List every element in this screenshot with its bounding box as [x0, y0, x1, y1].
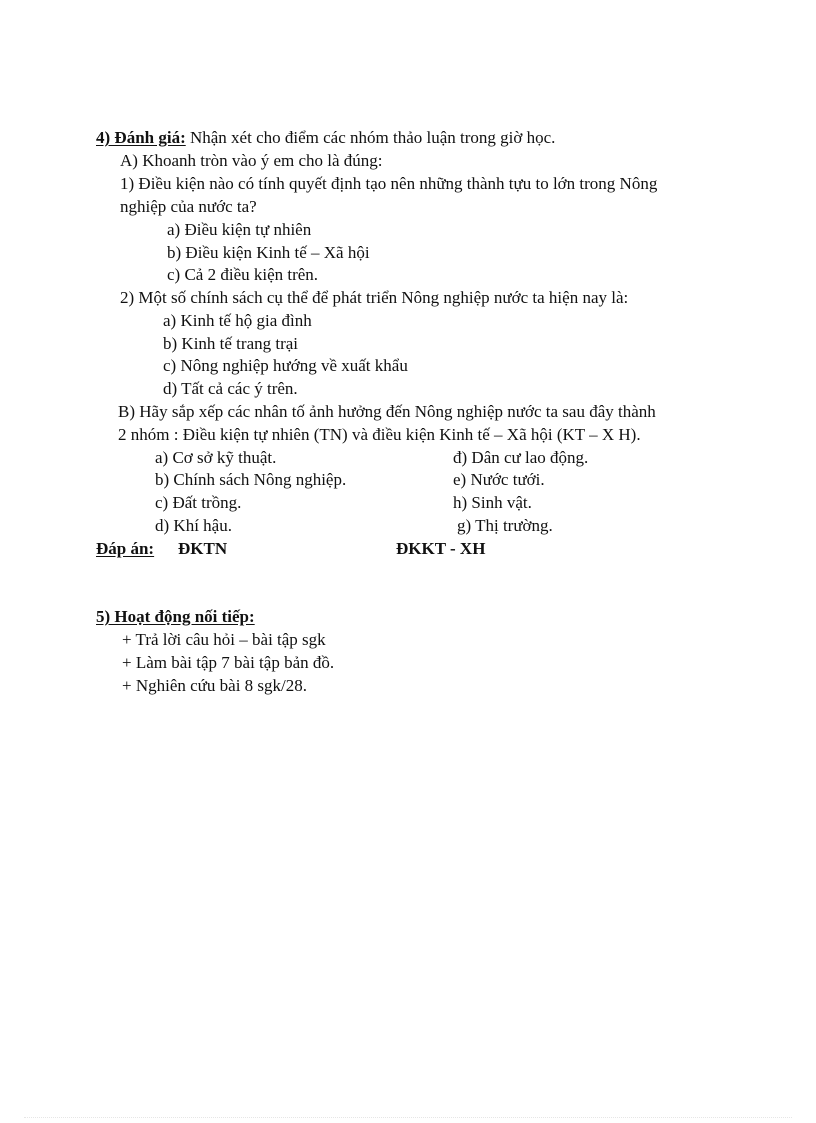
- question2-option-b: b) Kinh tế trang trại: [163, 334, 299, 353]
- question2-option-c: c) Nông nghiệp hướng về xuất khẩu: [163, 356, 408, 375]
- section5-item-2: + Làm bài tập 7 bài tập bản đồ.: [122, 653, 335, 672]
- partB-option-h: h) Sinh vật.: [453, 493, 532, 512]
- question1-line2: nghiệp của nước ta?: [120, 197, 257, 216]
- partB-option-c: c) Đất trồng.: [155, 493, 242, 512]
- question1-option-b: b) Điều kiện Kinh tế – Xã hội: [167, 243, 370, 262]
- section5-item-3: + Nghiên cứu bài 8 sgk/28.: [122, 676, 307, 695]
- section4-title-line: [96, 128, 555, 148]
- section4-heading: 4) Đánh giá:: [96, 128, 186, 147]
- partB-option-dd: đ) Dân cư lao động.: [453, 448, 589, 467]
- partB-option-b: b) Chính sách Nông nghiệp.: [155, 470, 347, 489]
- section5-item-1: + Trả lời câu hỏi – bài tập sgk: [122, 630, 326, 649]
- section4-intro: Nhận xét cho điểm các nhóm thảo luận trong giờ học.: [185, 128, 556, 147]
- partB-option-g: g) Thị trường.: [457, 516, 553, 535]
- question1-option-a: a) Điều kiện tự nhiên: [167, 220, 312, 239]
- partB-option-d: d) Khí hậu.: [155, 516, 232, 535]
- answer-column-dktn: ĐKTN: [178, 539, 228, 558]
- section5-heading: 5) Hoạt động nối tiếp:: [96, 607, 255, 626]
- partB-option-a: a) Cơ sở kỹ thuật.: [155, 448, 277, 467]
- question2: 2) Một số chính sách cụ thể để phát triển Nông nghiệp nước ta hiện nay là:: [120, 288, 629, 307]
- question1-option-c: c) Cả 2 điều kiện trên.: [167, 265, 319, 284]
- question1-line1: 1) Điều kiện nào có tính quyết định tạo nên những thành tựu to lớn trong Nông: [120, 174, 658, 193]
- question2-option-d: d) Tất cả các ý trên.: [163, 379, 298, 398]
- page-bottom-divider: [24, 1117, 792, 1118]
- partB-option-e: e) Nước tưới.: [453, 470, 545, 489]
- partB-line2: 2 nhóm : Điều kiện tự nhiên (TN) và điều kiện Kinh tế – Xã hội (KT – X H).: [118, 425, 641, 444]
- question2-option-a: a) Kinh tế hộ gia đình: [163, 311, 312, 330]
- answer-label: Đáp án:: [96, 539, 155, 558]
- partB-line1: B) Hãy sắp xếp các nhân tố ảnh hưởng đến Nông nghiệp nước ta sau đây thành: [118, 402, 656, 421]
- answer-column-dkkt-xh: ĐKKT - XH: [396, 539, 486, 558]
- partA-title: A) Khoanh tròn vào ý em cho là đúng:: [120, 151, 383, 170]
